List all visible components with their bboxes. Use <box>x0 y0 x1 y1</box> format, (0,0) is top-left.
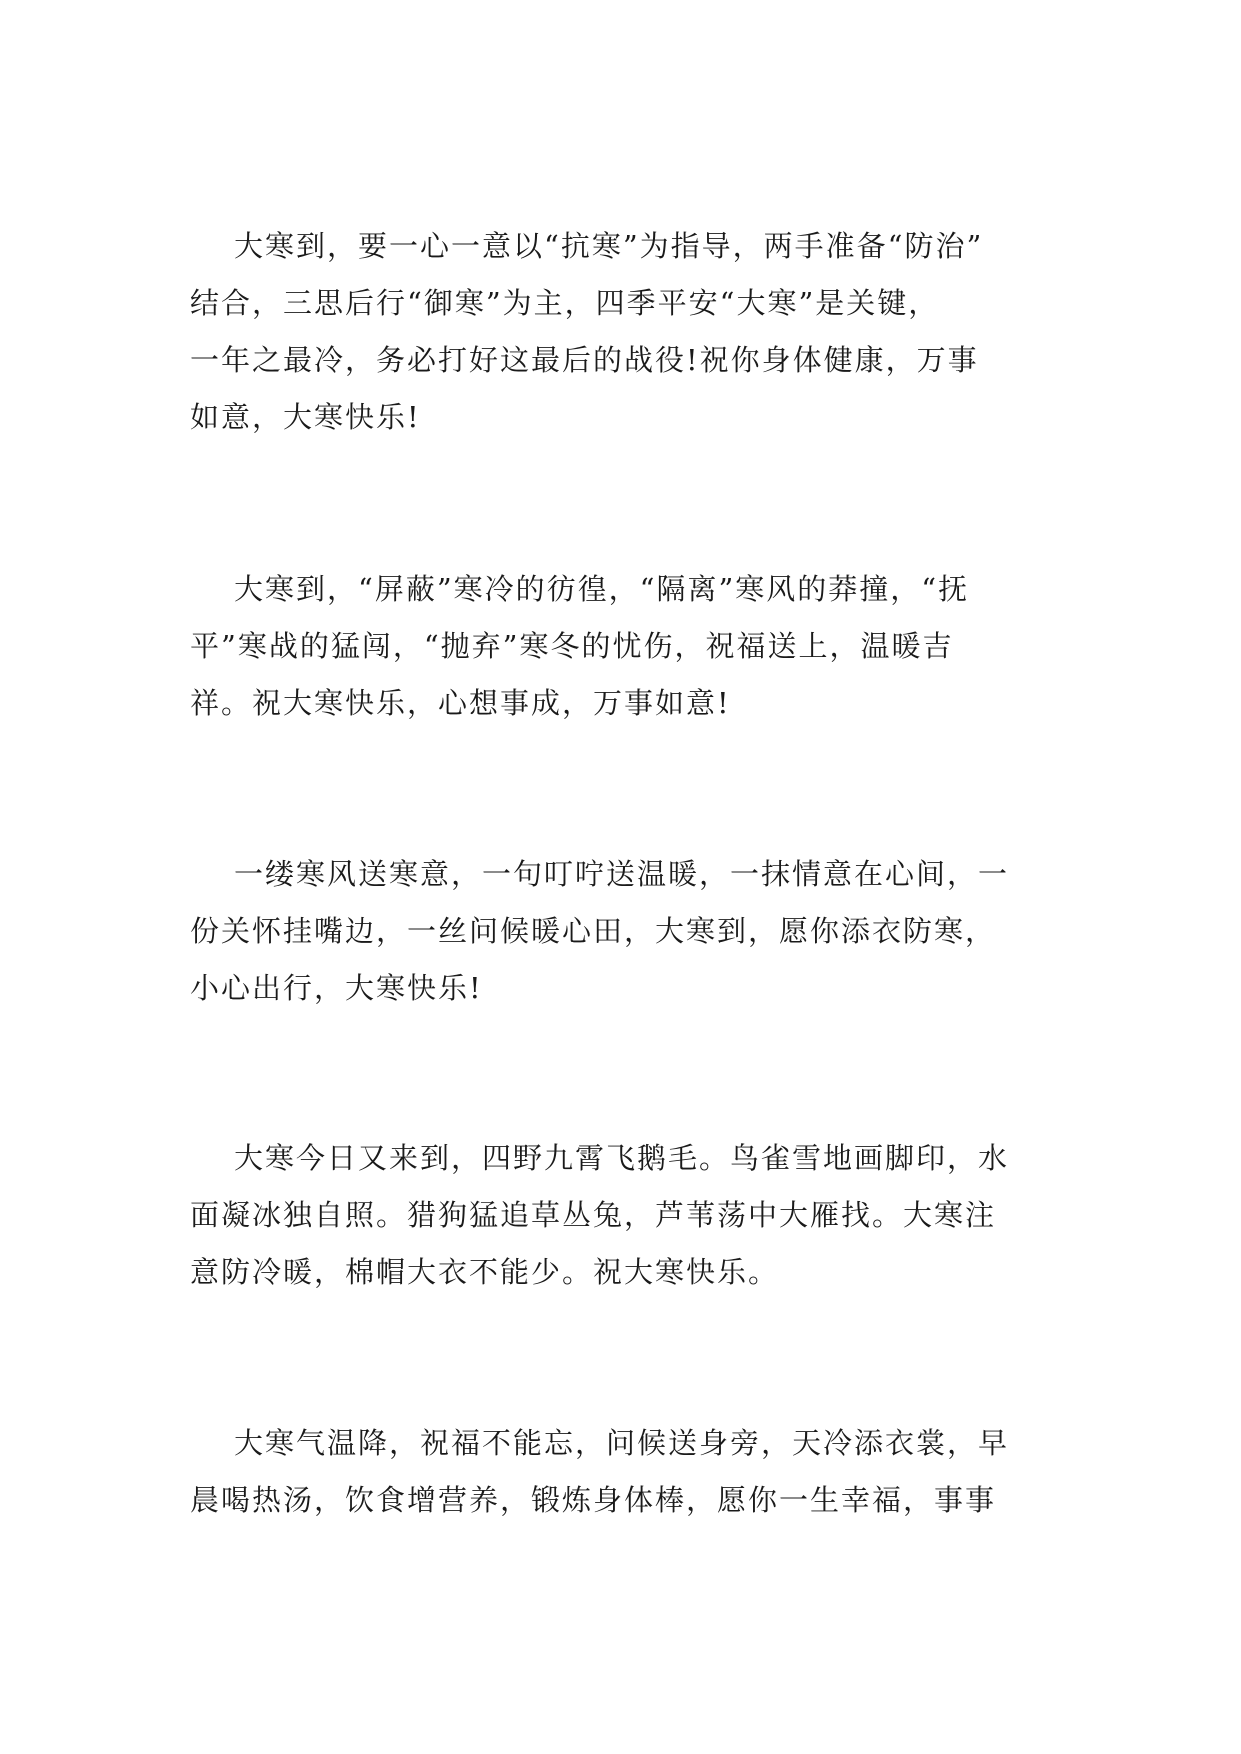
paragraph-line: 大寒气温降，祝福不能忘，问候送身旁，天冷添衣裳，早 <box>234 1426 1010 1460</box>
paragraph-1 <box>190 218 1060 446</box>
paragraph-line: 如意，大寒快乐! <box>190 400 421 434</box>
paragraph-line: 平”寒战的猛闯，“抛弃”寒冬的忧伤，祝福送上，温暖吉 <box>190 629 954 663</box>
paragraph-2 <box>190 561 1060 732</box>
paragraph-line: 晨喝热汤，饮食增营养，锻炼身体棒，愿你一生幸福，事事 <box>190 1483 997 1517</box>
paragraph-line: 结合，三思后行“御寒”为主，四季平安“大寒”是关键， <box>190 286 940 320</box>
paragraph-line: 大寒今日又来到，四野九霄飞鹅毛。鸟雀雪地画脚印，水 <box>234 1141 1010 1175</box>
paragraph-line: 一年之最冷，务必打好这最后的战役!祝你身体健康，万事 <box>190 343 979 377</box>
paragraph-line: 祥。祝大寒快乐，心想事成，万事如意! <box>190 686 731 720</box>
paragraph-line: 大寒到，“屏蔽”寒冷的彷徨，“隔离”寒风的莽撞，“抚 <box>234 572 970 606</box>
paragraph-line: 面凝冰独自照。猎狗猛追草丛兔，芦苇荡中大雁找。大寒注 <box>190 1198 997 1232</box>
paragraph-line: 意防冷暖，棉帽大衣不能少。祝大寒快乐。 <box>190 1255 780 1289</box>
paragraph-4 <box>190 1130 1060 1301</box>
paragraph-3 <box>190 846 1060 1017</box>
paragraph-line: 小心出行，大寒快乐! <box>190 971 483 1005</box>
paragraph-line: 一缕寒风送寒意，一句叮咛送温暖，一抹情意在心间，一 <box>234 857 1010 891</box>
paragraph-5 <box>190 1415 1060 1529</box>
paragraph-line: 大寒到，要一心一意以“抗寒”为指导，两手准备“防治” <box>234 229 984 263</box>
paragraph-line: 份关怀挂嘴边，一丝问候暖心田，大寒到，愿你添衣防寒， <box>190 914 997 948</box>
